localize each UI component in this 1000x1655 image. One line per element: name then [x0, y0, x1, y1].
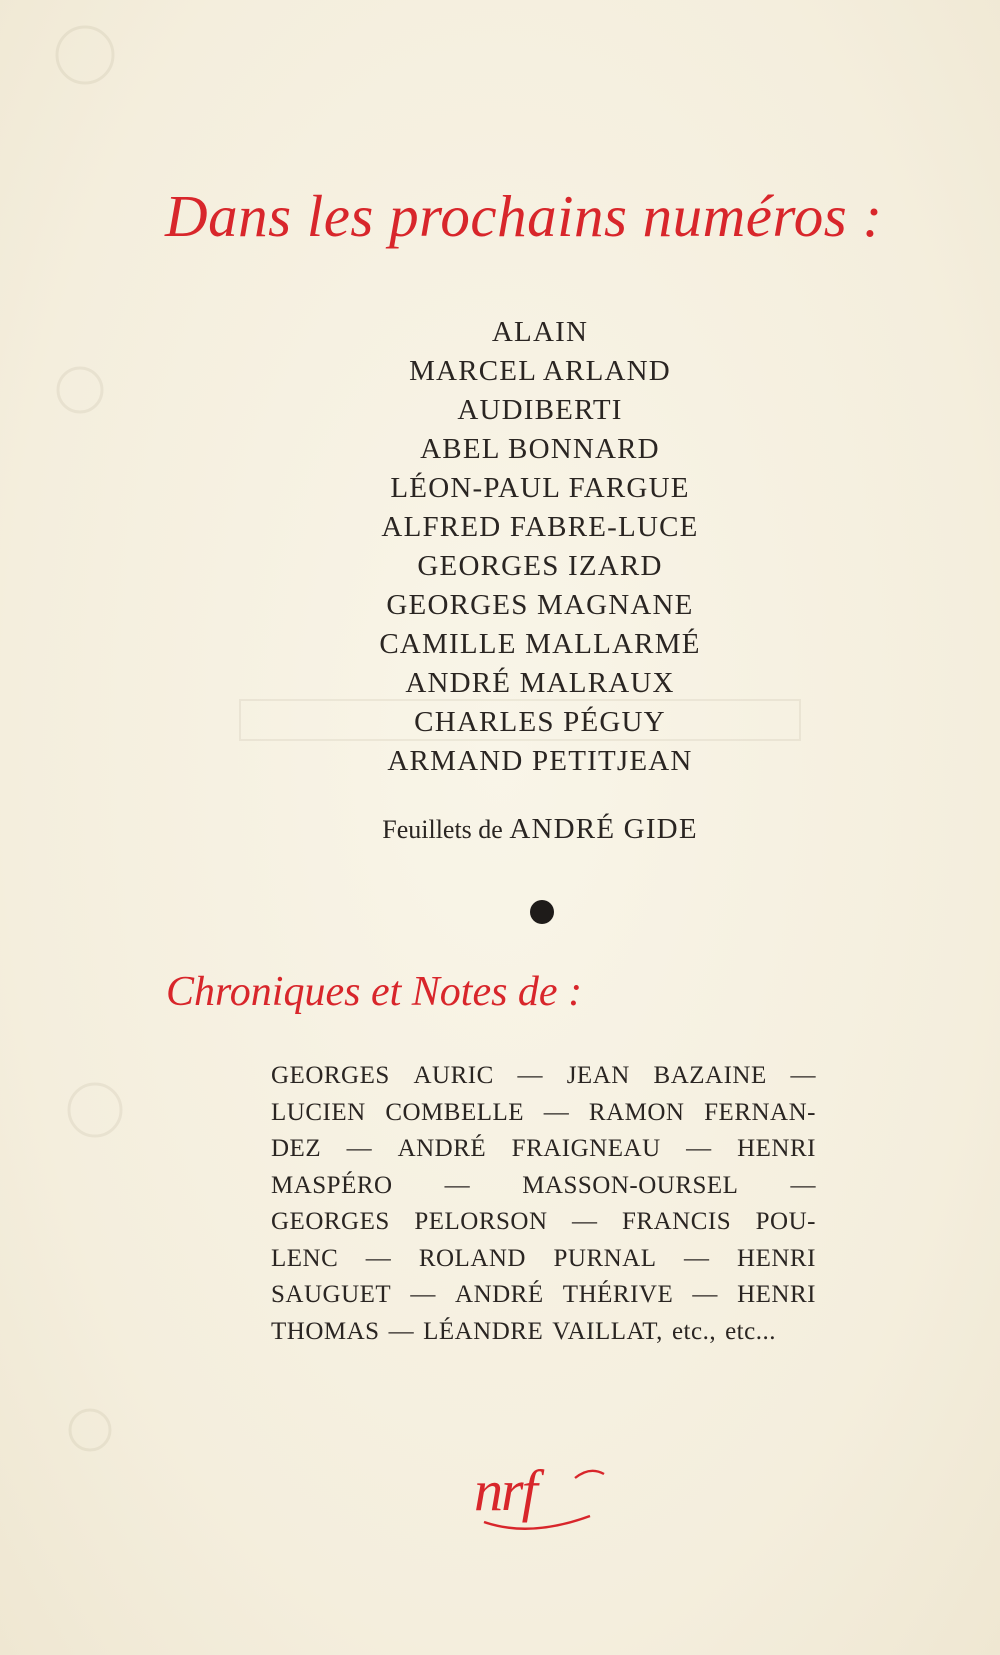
chroniques-word: MASPÉRO [271, 1171, 393, 1199]
chroniques-word: — [365, 1244, 392, 1272]
chroniques-line [271, 1058, 816, 1095]
author-name: MARCEL ARLAND [409, 355, 671, 387]
author-name: LÉON-PAUL FARGUE [390, 472, 690, 504]
feuillets-line [300, 813, 780, 846]
heading-chroniques: Chroniques et Notes de : [166, 969, 583, 1015]
chroniques-word: DEZ [271, 1135, 322, 1162]
chroniques-word: — [543, 1098, 570, 1126]
chroniques-word: LÉANDRE [423, 1317, 544, 1345]
chroniques-line [271, 1314, 816, 1351]
chroniques-word: BAZAINE [653, 1062, 767, 1089]
chroniques-word: FERNAN- [704, 1098, 816, 1126]
chroniques-line [271, 1204, 816, 1241]
chroniques-word: LUCIEN [271, 1098, 366, 1126]
chroniques-word: ROLAND [418, 1244, 526, 1272]
chroniques-word: — [572, 1208, 598, 1235]
chroniques-word: — [444, 1171, 471, 1199]
chroniques-word: FRANCIS [622, 1208, 732, 1235]
chroniques-word: HENRI [737, 1135, 816, 1162]
chroniques-word: — [346, 1135, 373, 1162]
chroniques-line [271, 1168, 816, 1205]
chroniques-word: THÉRIVE [562, 1281, 674, 1308]
chroniques-line [271, 1241, 816, 1278]
chroniques-word: etc., [671, 1317, 717, 1345]
chroniques-word: — [517, 1062, 543, 1089]
author-name: ALFRED FABRE-LUCE [381, 511, 699, 543]
chroniques-word: PURNAL [553, 1244, 657, 1272]
svg-text:nrf: nrf [474, 1458, 536, 1523]
chroniques-line [271, 1131, 816, 1168]
chroniques-word: ANDRÉ [455, 1281, 544, 1308]
chroniques-word: SAUGUET [271, 1281, 392, 1308]
author-name: GEORGES MAGNANE [386, 589, 694, 621]
chroniques-word: JEAN [566, 1062, 630, 1089]
author-name: CAMILLE MALLARMÉ [379, 628, 701, 660]
author-name: CHARLES PÉGUY [414, 706, 666, 738]
chroniques-word: — [388, 1317, 415, 1345]
author-name: ANDRÉ MALRAUX [405, 667, 675, 699]
author-name: ARMAND PETITJEAN [387, 745, 693, 777]
chroniques-word: FRAIGNEAU [511, 1135, 661, 1162]
chroniques-paragraph [271, 1058, 816, 1350]
chroniques-word: VAILLAT, [552, 1317, 663, 1345]
heading-prochains-numeros: Dans les prochains numéros : [165, 183, 883, 249]
chroniques-word: — [790, 1062, 816, 1089]
chroniques-word: HENRI [737, 1281, 816, 1308]
chroniques-word: HENRI [737, 1244, 816, 1272]
chroniques-word: GEORGES [271, 1208, 390, 1235]
chroniques-word: etc... [725, 1317, 776, 1345]
chroniques-word: MASSON-OURSEL [522, 1171, 739, 1199]
chroniques-word: — [684, 1244, 710, 1272]
feuillets-author: ANDRÉ GIDE [509, 813, 698, 845]
chroniques-word: POU- [755, 1208, 816, 1235]
feuillets-prefix: Feuillets de [382, 815, 503, 844]
nrf-logo [470, 1458, 610, 1538]
chroniques-word: — [686, 1135, 712, 1162]
chroniques-word: COMBELLE [385, 1098, 525, 1126]
chroniques-word: GEORGES [271, 1062, 390, 1089]
chroniques-word: ANDRÉ [397, 1135, 487, 1162]
chroniques-word: — [410, 1281, 436, 1308]
chroniques-word: PELORSON [414, 1208, 548, 1235]
author-name: ABEL BONNARD [420, 433, 660, 465]
chroniques-line [271, 1277, 816, 1314]
chroniques-word: AURIC [413, 1062, 494, 1089]
chroniques-word: THOMAS [271, 1317, 380, 1345]
chroniques-word: LENC [271, 1244, 339, 1272]
author-name: AUDIBERTI [457, 394, 623, 426]
authors-list [340, 313, 740, 781]
author-name: ALAIN [491, 316, 589, 348]
chroniques-word: — [790, 1171, 816, 1199]
author-name: GEORGES IZARD [417, 550, 663, 582]
chroniques-line [271, 1095, 816, 1132]
chroniques-word: RAMON [588, 1098, 685, 1126]
bullet-separator [530, 900, 554, 924]
chroniques-word: — [692, 1281, 718, 1308]
